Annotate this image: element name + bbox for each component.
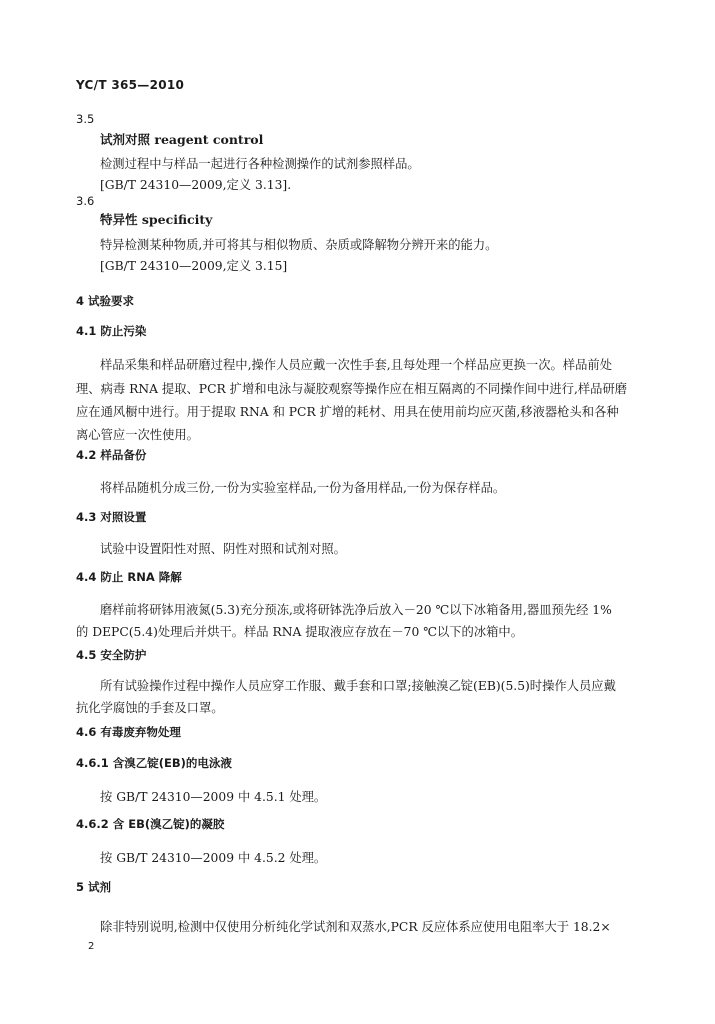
paragraph-line: 按 GB/T 24310—2009 中 4.5.1 处理。: [100, 790, 327, 804]
paragraph-line: 将样品随机分成三份,一份为实验室样品,一份为备用样品,一份为保存样品。: [100, 481, 506, 495]
subsection-heading: 4.1 防止污染: [76, 324, 147, 338]
term-number: 3.6: [76, 194, 95, 208]
term-reference: [GB/T 24310—2009,定义 3.15]: [100, 259, 288, 273]
paragraph-line: 除非特别说明,检测中仅使用分析纯化学试剂和双蒸水,PCR 反应体系应使用电阻率大于 18.2×: [100, 920, 611, 934]
term-reference: [GB/T 24310—2009,定义 3.13].: [100, 178, 292, 192]
paragraph-line: 按 GB/T 24310—2009 中 4.5.2 处理。: [100, 851, 327, 865]
subsection-heading: 4.4 防止 RNA 降解: [76, 570, 182, 584]
standard-code: YC/T 365—2010: [76, 78, 185, 92]
subsection-heading: 4.6.2 含 EB(溴乙锭)的凝胶: [76, 817, 225, 831]
subsection-heading: 4.2 样品备份: [76, 448, 147, 462]
subsection-heading: 4.3 对照设置: [76, 510, 147, 524]
paragraph-line: 磨样前将研钵用液氮(5.3)充分预冻,或将研钵洗净后放入－20 ℃以下冰箱备用,器皿预先经 1%: [100, 603, 612, 617]
subsection-heading: 4.6 有毒废弃物处理: [76, 725, 181, 739]
paragraph-line: 所有试验操作过程中操作人员应穿工作服、戴手套和口罩;接触溴乙锭(EB)(5.5)时操作人员应戴: [100, 679, 616, 693]
paragraph-line: 的 DEPC(5.4)处理后并烘干。样品 RNA 提取液应存放在－70 ℃以下的冰箱中。: [76, 625, 524, 639]
paragraph-line: 试验中设置阳性对照、阴性对照和试剂对照。: [100, 542, 346, 556]
paragraph-line: 离心管应一次性使用。: [76, 428, 199, 442]
term-definition: 检测过程中与样品一起进行各种检测操作的试剂参照样品。: [100, 157, 420, 171]
term-definition: 特异检测某种物质,并可将其与相似物质、杂质或降解物分辨开来的能力。: [100, 238, 498, 252]
paragraph-line: 应在通风橱中进行。用于提取 RNA 和 PCR 扩增的耗材、用具在使用前均应灭菌,移液器枪头和各种: [76, 405, 619, 419]
paragraph-line: 理、病毒 RNA 提取、PCR 扩增和电泳与凝胶观察等操作应在相互隔离的不同操作间中进行,样品研磨: [76, 382, 628, 396]
subsection-heading: 4.5 安全防护: [76, 648, 147, 662]
section-heading: 4 试验要求: [76, 294, 135, 308]
paragraph-line: 样品采集和样品研磨过程中,操作人员应戴一次性手套,且每处理一个样品应更换一次。样品前处: [100, 358, 612, 372]
term-number: 3.5: [76, 112, 95, 126]
term-title: 特异性 specificity: [100, 212, 213, 227]
section-heading: 5 试剂: [76, 880, 112, 894]
term-title: 试剂对照 reagent control: [100, 132, 264, 147]
subsection-heading: 4.6.1 含溴乙锭(EB)的电泳液: [76, 756, 232, 770]
paragraph-line: 抗化学腐蚀的手套及口罩。: [76, 701, 224, 715]
page-number: 2: [88, 941, 95, 952]
